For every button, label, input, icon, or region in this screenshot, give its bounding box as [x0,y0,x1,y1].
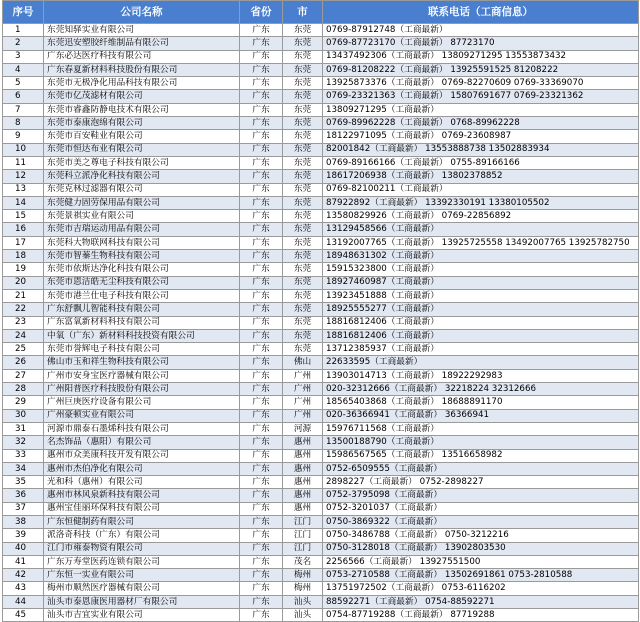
cell-index: 14 [3,196,44,209]
table-row [3,303,639,316]
cell-company: 广州豪顿实业有限公司 [44,409,240,422]
cell-city: 东莞 [283,183,323,196]
cell-company: 东莞市泰康泡绵有限公司 [44,117,240,130]
cell-city: 东莞 [283,303,323,316]
cell-phone: 0752-6509555（工商最新） [323,462,639,475]
cell-index: 29 [3,396,44,409]
table-row [3,276,639,289]
cell-index: 22 [3,303,44,316]
cell-province: 广东 [240,489,283,502]
table-row [3,236,639,249]
cell-city: 东莞 [283,329,323,342]
cell-city: 东莞 [283,117,323,130]
cell-company: 光和科（惠州）有限公司 [44,476,240,489]
cell-phone: 2256566（工商最新） 13927551500 [323,555,639,568]
cell-phone: 020-32312666（工商最新） 32218224 32312666 [323,383,639,396]
cell-phone: 0769-89166166（工商最新） 0755-89166166 [323,156,639,169]
cell-company: 广东舒飘儿智能科技有限公司 [44,303,240,316]
cell-index: 43 [3,582,44,595]
cell-index: 24 [3,329,44,342]
table-row [3,130,639,143]
cell-company: 广东万寿堂医药连锁有限公司 [44,555,240,568]
header-phone: 联系电话（工商信息） [323,1,639,24]
header-row [3,1,639,24]
cell-index: 1 [3,24,44,37]
cell-phone: 18816812406（工商最新） [323,329,639,342]
cell-company: 东莞市誉辉电子科技有限公司 [44,343,240,356]
table-row [3,462,639,475]
cell-city: 江门 [283,529,323,542]
cell-phone: 0769-82100211（工商最新） [323,183,639,196]
cell-index: 18 [3,250,44,263]
cell-province: 广东 [240,250,283,263]
cell-company: 惠州宝佳丽环保科技有限公司 [44,502,240,515]
cell-city: 广州 [283,383,323,396]
cell-province: 广东 [240,210,283,223]
table-row [3,103,639,116]
cell-index: 20 [3,276,44,289]
cell-index: 11 [3,156,44,169]
table-body [3,24,639,622]
cell-province: 广东 [240,502,283,515]
cell-city: 惠州 [283,449,323,462]
table-row [3,343,639,356]
cell-city: 江门 [283,515,323,528]
cell-city: 惠州 [283,476,323,489]
table-row [3,369,639,382]
cell-province: 广东 [240,329,283,342]
cell-province: 广东 [240,37,283,50]
table-row [3,156,639,169]
cell-company: 派洛奇科技（广东）有限公司 [44,529,240,542]
cell-province: 广东 [240,130,283,143]
cell-index: 41 [3,555,44,568]
cell-phone: 0769-87723170（工商最新） 87723170 [323,37,639,50]
cell-index: 35 [3,476,44,489]
cell-phone: 0752-3795098（工商最新） [323,489,639,502]
cell-province: 广东 [240,263,283,276]
cell-city: 东莞 [283,170,323,183]
cell-city: 汕头 [283,595,323,608]
cell-index: 13 [3,183,44,196]
cell-province: 广东 [240,236,283,249]
cell-province: 广东 [240,77,283,90]
cell-company: 名杰饰品（惠阳）有限公司 [44,436,240,449]
cell-phone: 13129458566（工商最新） [323,223,639,236]
cell-company: 东莞科立派净化科技有限公司 [44,170,240,183]
cell-company: 东莞知驿实业有限公司 [44,24,240,37]
cell-company: 东莞市依斯达净化科技有限公司 [44,263,240,276]
cell-company: 东莞市港兰仕电子科技有限公司 [44,289,240,302]
header-index: 序号 [3,1,44,24]
cell-phone: 0754-87719288（工商最新） 87719288 [323,609,639,622]
cell-phone: 0750-3869322（工商最新） [323,515,639,528]
cell-index: 38 [3,515,44,528]
cell-city: 汕头 [283,609,323,622]
cell-phone: 13500188790（工商最新） [323,436,639,449]
cell-phone: 13712385937（工商最新） [323,343,639,356]
cell-city: 惠州 [283,489,323,502]
header-company: 公司名称 [44,1,240,24]
table-row [3,250,639,263]
cell-phone: 0769-87912748（工商最新） [323,24,639,37]
cell-city: 广州 [283,369,323,382]
cell-index: 23 [3,316,44,329]
cell-company: 东莞迅安塑胶纤维制品有限公司 [44,37,240,50]
cell-city: 惠州 [283,502,323,515]
cell-index: 19 [3,263,44,276]
table-row [3,555,639,568]
cell-company: 汕头市吉宜实业有限公司 [44,609,240,622]
cell-index: 33 [3,449,44,462]
cell-index: 9 [3,130,44,143]
cell-phone: 18816812406（工商最新） [323,316,639,329]
cell-index: 39 [3,529,44,542]
cell-company: 东莞市恩洁皓无尘科技有限公司 [44,276,240,289]
cell-company: 惠州市林风泉新科技有限公司 [44,489,240,502]
cell-province: 广东 [240,50,283,63]
table-row [3,569,639,582]
cell-province: 广东 [240,595,283,608]
cell-phone: 2898227（工商最新） 0752-2898227 [323,476,639,489]
table-row [3,383,639,396]
table-row [3,196,639,209]
cell-province: 广东 [240,316,283,329]
table-row [3,582,639,595]
cell-city: 广州 [283,409,323,422]
table-row [3,289,639,302]
cell-province: 广东 [240,276,283,289]
cell-city: 东莞 [283,210,323,223]
cell-province: 广东 [240,303,283,316]
cell-city: 梅州 [283,582,323,595]
cell-company: 广东恒健制药有限公司 [44,515,240,528]
cell-province: 广东 [240,369,283,382]
cell-index: 26 [3,356,44,369]
cell-city: 东莞 [283,343,323,356]
cell-city: 东莞 [283,77,323,90]
cell-province: 广东 [240,422,283,435]
cell-company: 东莞市无极净化用品科技有限公司 [44,77,240,90]
cell-phone: 18122971095（工商最新） 0769-23608987 [323,130,639,143]
cell-province: 广东 [240,223,283,236]
cell-phone: 13751972502（工商最新） 0753-6116202 [323,582,639,595]
cell-company: 东莞市美之尊电子科技有限公司 [44,156,240,169]
cell-company: 东莞市智蓁生物科技有限公司 [44,250,240,263]
cell-phone: 18565403868（工商最新） 18688891170 [323,396,639,409]
table-row [3,329,639,342]
cell-city: 东莞 [283,156,323,169]
table-row [3,63,639,76]
cell-company: 东莞科大物联网科技有限公司 [44,236,240,249]
cell-city: 广州 [283,396,323,409]
cell-phone: 13580829926（工商最新） 0769-22856892 [323,210,639,223]
table-row [3,24,639,37]
cell-city: 东莞 [283,63,323,76]
cell-city: 江门 [283,542,323,555]
table-row [3,502,639,515]
cell-index: 16 [3,223,44,236]
cell-province: 广东 [240,476,283,489]
cell-province: 广东 [240,462,283,475]
cell-city: 东莞 [283,24,323,37]
cell-province: 广东 [240,569,283,582]
table-row [3,409,639,422]
table-row [3,183,639,196]
cell-index: 3 [3,50,44,63]
cell-city: 茂名 [283,555,323,568]
cell-index: 31 [3,422,44,435]
cell-province: 广东 [240,63,283,76]
table-row [3,396,639,409]
cell-phone: 87922892（工商最新） 13392330191 13380105502 [323,196,639,209]
cell-phone: 13809271295（工商最新） [323,103,639,116]
cell-province: 广东 [240,103,283,116]
cell-phone: 18948631302（工商最新） [323,250,639,263]
cell-phone: 0752-3201037（工商最新） [323,502,639,515]
table-row [3,50,639,63]
cell-city: 佛山 [283,356,323,369]
cell-city: 东莞 [283,236,323,249]
cell-company: 广东春夏新材料科技股份有限公司 [44,63,240,76]
cell-phone: 88592271（工商最新） 0754-88592271 [323,595,639,608]
cell-province: 广东 [240,436,283,449]
cell-company: 东莞市睿鑫防静电技术有限公司 [44,103,240,116]
header-province: 省份 [240,1,283,24]
table-row [3,489,639,502]
cell-index: 37 [3,502,44,515]
cell-province: 广东 [240,196,283,209]
cell-province: 广东 [240,356,283,369]
cell-index: 27 [3,369,44,382]
cell-province: 广东 [240,24,283,37]
cell-province: 广东 [240,170,283,183]
cell-phone: 82001842（工商最新） 13553888738 13502883934 [323,143,639,156]
cell-phone: 13925873376（工商最新） 0769-82270609 0769-33369070 [323,77,639,90]
cell-phone: 0769-23321363（工商最新） 15807691677 0769-23321362 [323,90,639,103]
cell-index: 8 [3,117,44,130]
cell-province: 广东 [240,609,283,622]
cell-phone: 0769-81208222（工商最新） 13925591525 81208222 [323,63,639,76]
cell-index: 10 [3,143,44,156]
cell-phone: 22633595（工商最新） [323,356,639,369]
table-row [3,316,639,329]
cell-phone: 15986567565（工商最新） 13516658982 [323,449,639,462]
cell-province: 广东 [240,409,283,422]
cell-province: 广东 [240,143,283,156]
table-row [3,542,639,555]
cell-city: 东莞 [283,263,323,276]
cell-company: 东莞景祺实业有限公司 [44,210,240,223]
cell-city: 东莞 [283,276,323,289]
cell-province: 广东 [240,343,283,356]
cell-index: 5 [3,77,44,90]
table-row [3,422,639,435]
cell-company: 东莞市百安鞋业有限公司 [44,130,240,143]
cell-phone: 13903014713（工商最新） 18922292983 [323,369,639,382]
cell-index: 32 [3,436,44,449]
cell-phone: 0750-3486788（工商最新） 0750-3212216 [323,529,639,542]
cell-province: 广东 [240,183,283,196]
cell-phone: 0750-3128018（工商最新） 13902803530 [323,542,639,555]
header-city: 市 [283,1,323,24]
cell-province: 广东 [240,449,283,462]
cell-province: 广东 [240,383,283,396]
cell-company: 广州市安身宝医疗器械有限公司 [44,369,240,382]
cell-province: 广东 [240,117,283,130]
table-row [3,476,639,489]
cell-city: 东莞 [283,37,323,50]
cell-company: 梅州市顺然医疗器械有限公司 [44,582,240,595]
cell-province: 广东 [240,542,283,555]
table-row [3,143,639,156]
table-row [3,263,639,276]
cell-city: 河源 [283,422,323,435]
cell-index: 21 [3,289,44,302]
cell-index: 15 [3,210,44,223]
cell-company: 广东必达医疗科技有限公司 [44,50,240,63]
cell-city: 东莞 [283,103,323,116]
cell-city: 东莞 [283,223,323,236]
cell-province: 广东 [240,582,283,595]
cell-index: 44 [3,595,44,608]
cell-company: 东莞克林过滤器有限公司 [44,183,240,196]
company-table [2,0,639,622]
cell-phone: 18927460987（工商最新） [323,276,639,289]
table-row [3,117,639,130]
cell-company: 广东富氧新材料科技有限公司 [44,316,240,329]
table-row [3,436,639,449]
cell-phone: 13192007765（工商最新） 13925725558 13492007765 13925782750 [323,236,639,249]
table-row [3,170,639,183]
cell-company: 江门市雍泰物资有限公司 [44,542,240,555]
cell-phone: 0753-2710588（工商最新） 13502691861 0753-2810588 [323,569,639,582]
cell-index: 17 [3,236,44,249]
table-row [3,37,639,50]
table-row [3,356,639,369]
cell-city: 东莞 [283,316,323,329]
table-row [3,449,639,462]
table-row [3,529,639,542]
cell-company: 广州阳普医疗科技股份有限公司 [44,383,240,396]
cell-company: 东莞市亿茂滤材有限公司 [44,90,240,103]
table-row [3,515,639,528]
cell-index: 45 [3,609,44,622]
cell-company: 河源市鼎泰石墨烯科技有限公司 [44,422,240,435]
cell-phone: 18925555277（工商最新） [323,303,639,316]
cell-province: 广东 [240,90,283,103]
cell-company: 汕头市泰恩康医用器材厂有限公司 [44,595,240,608]
cell-phone: 020-36366941（工商最新） 36366941 [323,409,639,422]
cell-province: 广东 [240,515,283,528]
cell-index: 2 [3,37,44,50]
cell-index: 25 [3,343,44,356]
cell-company: 东莞市吉瑞运动用品有限公司 [44,223,240,236]
cell-company: 佛山市玉和祥生物科技有限公司 [44,356,240,369]
table-row [3,609,639,622]
cell-index: 36 [3,489,44,502]
cell-phone: 13923451888（工商最新） [323,289,639,302]
cell-phone: 0769-89962228（工商最新） 0768-89962228 [323,117,639,130]
cell-city: 东莞 [283,90,323,103]
cell-city: 惠州 [283,462,323,475]
cell-index: 6 [3,90,44,103]
cell-city: 东莞 [283,143,323,156]
table-row [3,77,639,90]
cell-index: 28 [3,383,44,396]
cell-company: 惠州市众美康科技开发有限公司 [44,449,240,462]
cell-province: 广东 [240,156,283,169]
cell-city: 惠州 [283,436,323,449]
cell-phone: 18617206938（工商最新） 13802378852 [323,170,639,183]
cell-province: 广东 [240,555,283,568]
cell-index: 42 [3,569,44,582]
cell-company: 广州巨庚医疗设备有限公司 [44,396,240,409]
cell-company: 中氧（广东）新材料科技投资有限公司 [44,329,240,342]
cell-company: 东莞市恒达布业有限公司 [44,143,240,156]
cell-company: 广东恒一实业有限公司 [44,569,240,582]
table-row [3,595,639,608]
cell-index: 34 [3,462,44,475]
table-row [3,210,639,223]
cell-index: 7 [3,103,44,116]
cell-city: 东莞 [283,50,323,63]
cell-index: 4 [3,63,44,76]
cell-index: 12 [3,170,44,183]
table-row [3,223,639,236]
cell-company: 惠州市杰伯净化有限公司 [44,462,240,475]
cell-phone: 15915323800（工商最新） [323,263,639,276]
cell-city: 梅州 [283,569,323,582]
cell-company: 东莞健力固劳保用品有限公司 [44,196,240,209]
cell-city: 东莞 [283,250,323,263]
cell-province: 广东 [240,289,283,302]
cell-index: 40 [3,542,44,555]
cell-province: 广东 [240,396,283,409]
table-row [3,90,639,103]
cell-city: 东莞 [283,289,323,302]
cell-phone: 13437492306（工商最新） 13809271295 13553873432 [323,50,639,63]
cell-index: 30 [3,409,44,422]
cell-city: 东莞 [283,196,323,209]
cell-phone: 15976711568（工商最新） [323,422,639,435]
cell-city: 东莞 [283,130,323,143]
table-header [3,1,639,24]
cell-province: 广东 [240,529,283,542]
